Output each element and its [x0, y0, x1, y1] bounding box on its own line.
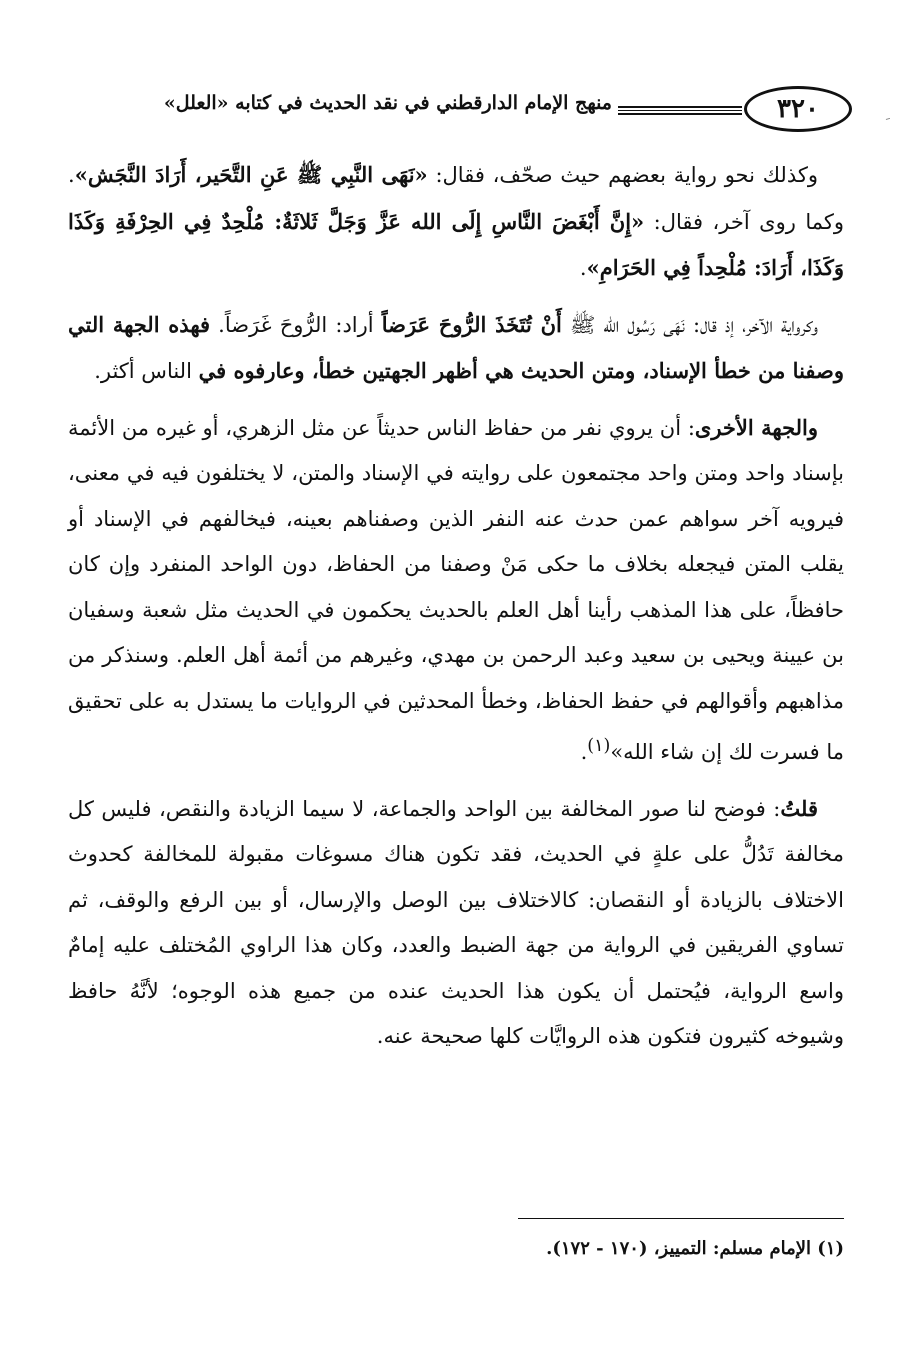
text-segment: أراد: الرُّوحَ غَرَضاً.	[210, 312, 382, 337]
page-header	[70, 80, 852, 140]
text-segment: وكرواية الآخر، إذ قال: نَهَى رَسُول الله ﷺ	[561, 312, 818, 337]
text-segment: .	[579, 256, 587, 280]
text-segment: : فوضح لنا صور المخالفة بين الواحد والجماعة، لا سيما الزيادة والنقص، فليس كل مخالفة تَدُلُّ على علةٍ في الحديث، فقد تكون هناك مسوغات مقبولة للمخالفة كحدوث الاختلاف بالزيادة أو النقصان: كالاختلاف بين الوصل والإرسال، أو بين الرفع والوقف، ثم تساوي الفريقين في الرواية من جهة الضبط والعدد، وكان هذا الراوي المُختلف عليه إمامٌ واسع الرواية، فيُحتمل أن يكون هذا الحديث عنده من جميع هذه الوجوه؛ لأنَّهُ حافظ وشيوخه كثيرون فتكون هذه الروايَّات كلها صحيحة عنه.	[68, 796, 844, 1048]
text-segment: : أن يروي نفر من حفاظ الناس حديثاً عن مثل الزهري، أو غيره من الأئمة بإسناد واحد ومتن واحد مجتمعون على روايته في الإسناد والمتن، لا يختلفون فيه في معنى، فيرويه آخر سواهم عمن حدث عنه النفر الذين وصفناهم بعينه، فيخالفهم في الإسناد أو يقلب المتن فيجعله بخلاف ما حكى مَنْ وصفنا من الحفاظ، دون الواحد المنفرد وإن كان حافظاً، على هذا المذهب رأينا أهل العلم بالحديث يحكمون في الحديث مثل شعبة وسفيان بن عيينة ويحيى بن سعيد وعبد الرحمن بن مهدي، وغيرهم من أئمة أهل العلم. وسنذكر من مذاهبهم وأقوالهم في حفظ الحفاظ، وخطأ المحدثين في الروايات ما يستدل به على تحقيق ما فسرت لك إن شاء الله»	[68, 415, 844, 764]
running-title: منهج الإمام الدارقطني في نقد الحديث في كتابه «العلل»	[163, 92, 612, 114]
text-segment: الناس أكثر.	[94, 359, 199, 383]
footnote-ref: (١)	[587, 736, 611, 756]
page-number: ٣٢٠	[744, 86, 852, 132]
text-segment: وكذلك نحو رواية بعضهم حيث صحّف، فقال:	[427, 163, 818, 187]
bold-lead: والجهة الأخرى	[694, 414, 818, 440]
header-rule	[618, 106, 742, 115]
paragraph-2	[68, 302, 844, 395]
paragraph-1	[68, 152, 844, 292]
footnote: (١) الإمام مسلم: التمييز، (١٧٠ - ١٧٢).	[546, 1238, 844, 1259]
text-segment: . وكما روى آخر، فقال:	[68, 163, 844, 234]
quote-segment: «نَهَى النَّبِي ﷺ عَنِ التَّحَير، أَرَادَ النَّجَش»	[74, 162, 428, 187]
main-text	[68, 152, 844, 1070]
quote-segment: أَنْ تُتَخَذَ الرُّوحَ عَرَضاً	[381, 311, 562, 337]
footnote-rule	[518, 1218, 844, 1219]
margin-mark: ﹶ	[885, 116, 890, 132]
bold-lead: قلتُ	[780, 795, 818, 821]
paragraph-3	[68, 405, 844, 776]
text-segment: .	[580, 740, 588, 764]
paragraph-4	[68, 786, 844, 1060]
quote-segment: «إِنَّ أَبْغَضَ النَّاسِ إِلَى الله عَزَّ وَجَلَّ ثَلاثَةٌ: مُلْحِدٌ فِي الحِرْفَةِ وَكَذَا وَكَذَا، أَرَادَ: مُلْحِداً فِي الحَرَامِ»	[68, 208, 844, 280]
bold-segment: فهذه الجهة التي وصفنا من خطأ الإسناد، ومتن الحديث هي أظهر الجهتين خطأ، وعارفوه في	[68, 311, 844, 383]
